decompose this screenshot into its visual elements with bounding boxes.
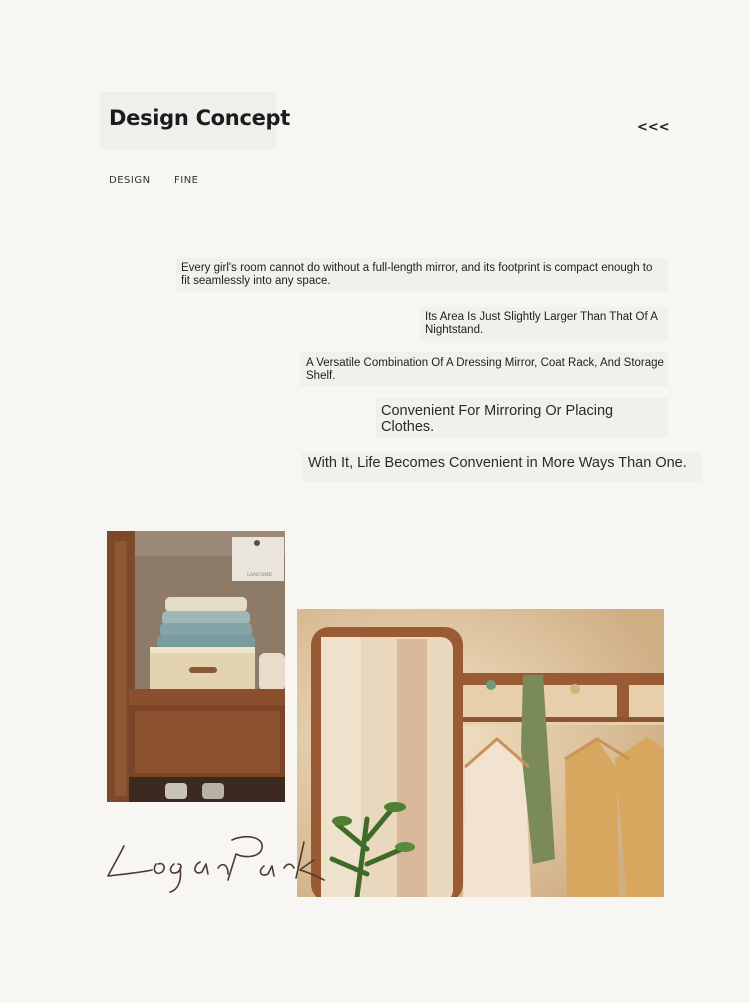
signature-text: Logan Park [104,828,110,829]
feature-combination: A Versatile Combination Of A Dressing Mirror, Coat Rack, And Storage Shelf. [306,357,664,382]
page-title: Design Concept [109,106,291,130]
signature [104,828,354,898]
feature-size: Its Area Is Just Slightly Larger Than That Of A Nightstand. [425,311,658,336]
tagline: With It, Life Becomes Convenient in More Ways Than One. [308,455,687,471]
tag-design: DESIGN [109,175,151,186]
intro-paragraph: Every girl's room cannot do without a full-length mirror, and its footprint is compact enough to fit seamlessly into any space. [181,262,653,287]
poster-text: LANCOME [247,573,273,578]
back-link[interactable]: <<< [637,120,670,135]
feature-convenient: Convenient For Mirroring Or Placing Clothes. [381,403,614,435]
tag-fine: FINE [174,175,199,186]
cabinet-photo [107,531,285,802]
